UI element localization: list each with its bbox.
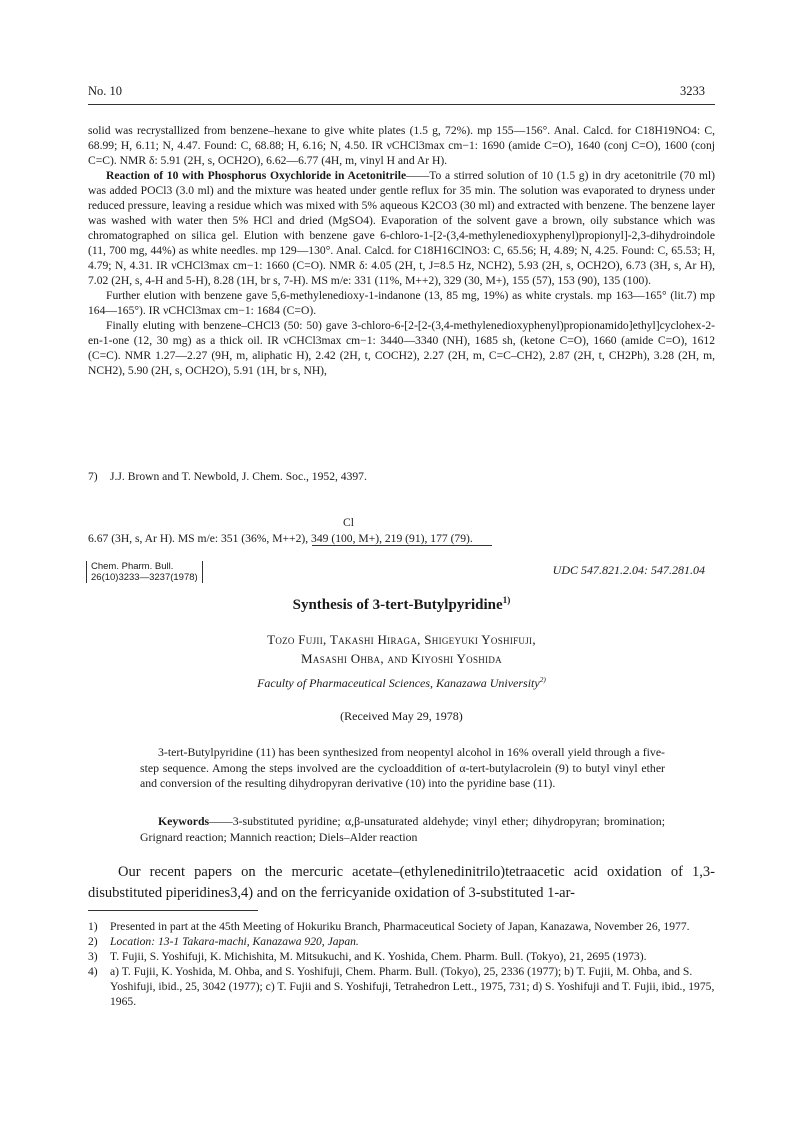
journal-volume: 26(10)3233—3237(1978) (91, 572, 198, 583)
abstract (140, 745, 665, 792)
footnote-number: 1) (88, 920, 98, 933)
footnote-number: 4) (88, 965, 98, 978)
keywords-label: Keywords (158, 814, 210, 828)
journal-name: Chem. Pharm. Bull. (91, 561, 174, 572)
section-heading: Reaction of 10 with Phosphorus Oxychloride in Acetonitrile (106, 169, 407, 182)
abstract-text: 3-tert-Butylpyridine (11) has been synthesized from neopentyl alcohol in 16% overall yield through a five-step sequence. Among the steps involved are the cycloaddition of α-tert-butylacrolein (9) to butyl vinyl ether and conversion of the resulting dihydropyran derivative (10) into the pyridine base (11). (140, 745, 665, 790)
footnote-4 (88, 964, 715, 1009)
footnote-text: T. Fujii, S. Yoshifuji, K. Michishita, M. Mitsukuchi, and K. Yoshida, Chem. Pharm. Bull. (Tokyo), 21, 2695 (1973). (110, 950, 647, 963)
udc-code: UDC 547.821.2.04: 547.281.04 (552, 563, 705, 577)
keywords (140, 814, 665, 845)
paragraph-body: ——To a stirred solution of 10 (1.5 g) in dry acetonitrile (70 ml) was added POCl3 (3.0 ml) and the mixture was heated under gentle reflux for 35 min. The solution was evaporated to dryness under reduced pressure, leaving a residue which was mixed with 5% aqueous K2CO3 (30 ml) and extracted with benzene. The benzene layer was washed with water then 5% HCl and dried (MgSO4). Evaporation of the solvent gave a brown, oily substance which was chromatographed on silica gel. Elution with benzene gave 6-chloro-1-[2-(3,4-methylenedioxyphenyl)propionyl]-2,3-dihydroindole (11, 700 mg, 44%) as white needles. mp 129—130°. Anal. Calcd. for C18H16ClNO3: C, 65.56; H, 4.89; N, 4.25. Found: C, 65.53; H, 4.79; N, 4.31. IR νCHCl3max cm−1: 1660 (C=O). NMR δ: 4.05 (2H, t, J=8.5 Hz, NCH2), 5.93 (2H, s, OCH2O), 6.73 (3H, s, Ar H), 7.02 (2H, s, 4-H and 5-H), 8.28 (1H, br s, 7-H). MS m/e: 331 (11%, M++2), 329 (30, M+), 155 (57), 153 (90), 135 (100). (88, 169, 715, 287)
paragraph-ms-data: 6.67 (3H, s, Ar H). MS m/e: 351 (36%, M++2), 349 (100, M+), 219 (91), 177 (79). (88, 532, 473, 545)
paragraph-further-elution: Further elution with benzene gave 5,6-methylenedioxy-1-indanone (13, 85 mg, 19%) as white crystals. mp 163—165° (lit.7) mp 164—165°). IR νCHCl3max cm−1: 1684 (C=O). (88, 289, 715, 317)
footnote-2 (88, 934, 715, 949)
affiliation (88, 676, 715, 691)
authors-line-2: Masashi Ohba, and Kiyoshi Yoshida (301, 651, 502, 666)
paragraph-final-elution: Finally eluting with benzene–CHCl3 (50: 50) gave 3-chloro-6-[2-[2-(3,4-methylenedioxyphenyl)propionamido]ethyl]cyclohex-2-en-1-one (12, 30 mg) as a thick oil. IR νCHCl3max cm−1: 3440—3340 (NH), 1685 sh, (ketone C=O), 1660 (amide C=O), 1612 (C=C). NMR 1.27—2.27 (9H, m, aliphatic H), 2.42 (2H, t, COCH2), 2.27 (2H, m, C=C–CH2), 2.87 (2H, t, CH2Ph), 3.28 (2H, m, NCH2), 5.90 (2H, s, OCH2O), 5.91 (1H, br s, NH), (88, 319, 715, 377)
page-number: 3233 (680, 84, 705, 98)
footnote-3 (88, 949, 715, 964)
footnote-text: Location: 13-1 Takara-machi, Kanazawa 920, Japan. (110, 935, 359, 948)
title-text: Synthesis of 3-tert-Butylpyridine (292, 597, 503, 613)
affiliation-footnote-mark: 2) (539, 675, 546, 684)
article-title (88, 597, 715, 614)
journal-issue: No. 10 (88, 84, 123, 98)
journal-citation (86, 561, 203, 583)
header-rule (88, 104, 715, 105)
chlorine-label: Cl (343, 516, 354, 529)
reference-7 (88, 469, 715, 484)
intro-paragraph: Our recent papers on the mercuric acetate–(ethylenedinitrilo)tetraacetic acid oxidation of 1,3-disubstituted piperidines3,4) and on the ferricyanide oxidation of 3-substituted 1-ar- (88, 864, 715, 901)
received-date: (Received May 29, 1978) (340, 709, 463, 723)
article-separator (312, 545, 492, 546)
reference-number: 7) (88, 470, 98, 483)
footnote-rule (88, 910, 258, 911)
authors-line-1: Tozo Fujii, Takashi Hiraga, Shigeyuki Yoshifuji, (267, 632, 536, 647)
introduction (88, 862, 715, 904)
affiliation-text: Faculty of Pharmaceutical Sciences, Kanazawa University (257, 676, 540, 690)
title-footnote-mark: 1) (502, 596, 511, 606)
footnotes (88, 919, 715, 1009)
footnote-number: 3) (88, 950, 98, 963)
paragraph-recrystallization: solid was recrystallized from benzene–hexane to give white plates (1.5 g, 72%). mp 155—156°. Anal. Calcd. for C18H19NO4: C, 68.99; H, 6.11; N, 4.47. Found: C, 68.88; H, 6.16; N, 4.50. IR νCHCl3max cm−1: 1690 (amide C=O), 1640 (conj C=O), 1600 (conj C=C). NMR δ: 5.91 (2H, s, OCH2O), 6.62—6.77 (4H, m, vinyl H and Ar H). (88, 124, 715, 167)
footnote-1 (88, 919, 715, 934)
footnote-number: 2) (88, 935, 98, 948)
authors (88, 630, 715, 668)
reference-text: J.J. Brown and T. Newbold, J. Chem. Soc., 1952, 4397. (110, 470, 367, 483)
footnote-text: Presented in part at the 45th Meeting of Hokuriku Branch, Pharmaceutical Society of Japan, Kanazawa, November 26, 1977. (110, 920, 690, 933)
footnote-text: a) T. Fujii, K. Yoshida, M. Ohba, and S. Yoshifuji, Chem. Pharm. Bull. (Tokyo), 25, 2336 (1977); b) T. Fujii, M. Ohba, and S. Yoshifuji, ibid., 25, 3042 (1977); c) T. Fujii and S. Yoshifuji, Tetrahedron Lett., 1975, 731; d) S. Yoshifuji and T. Fujii, ibid., 1975, 1965. (110, 965, 715, 1008)
experimental-continuation (88, 123, 715, 378)
paragraph-poc13-reaction (88, 168, 715, 288)
keywords-text: ——3-substituted pyridine; α,β-unsaturated aldehyde; vinyl ether; dihydropyran; bromination; Grignard reaction; Mannich reaction; Diels–Alder reaction (140, 814, 665, 844)
